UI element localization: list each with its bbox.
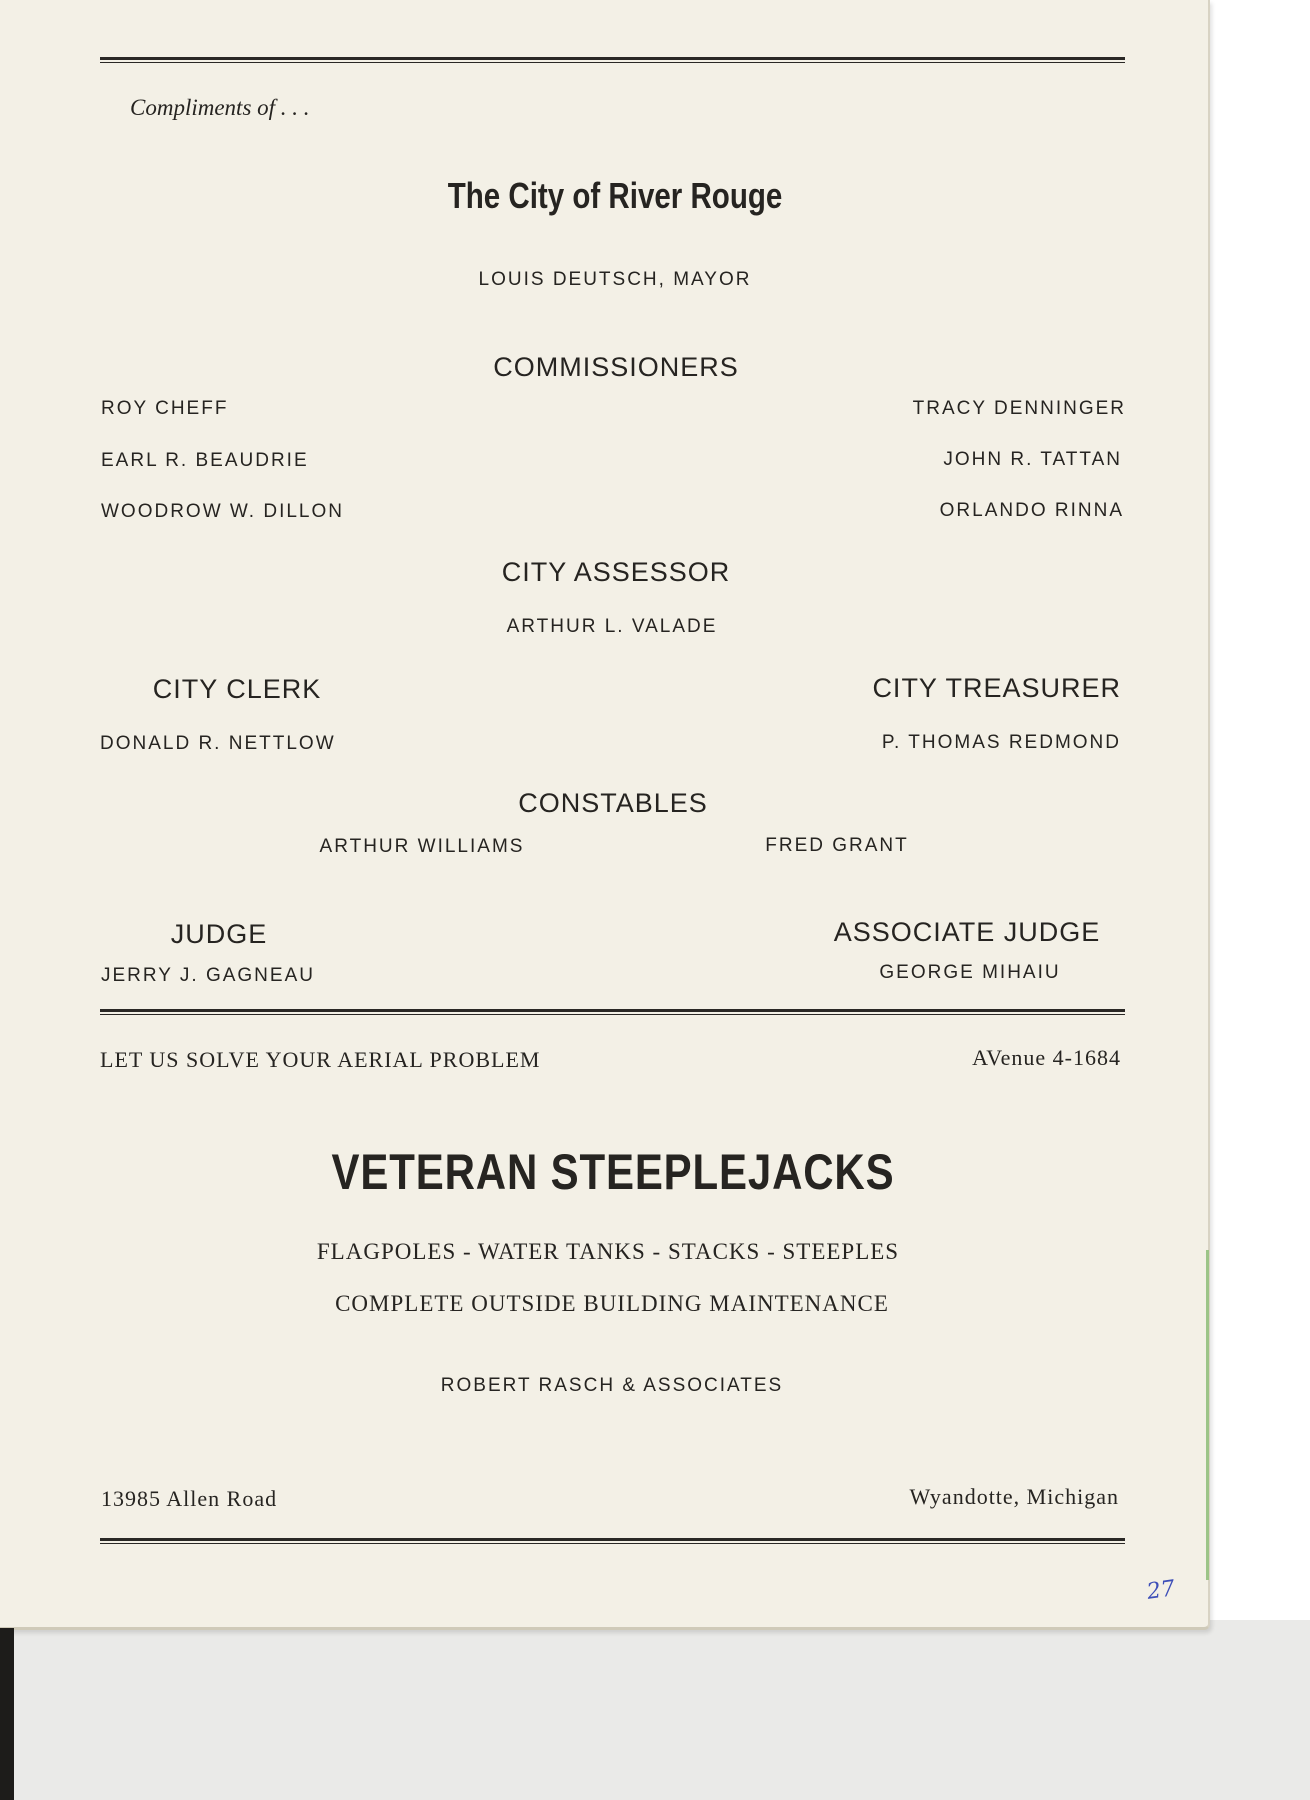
constable-name-2: FRED GRANT — [765, 835, 909, 856]
mayor-line: LOUIS DEUTSCH, MAYOR — [478, 269, 752, 290]
commissioner-right-3: ORLANDO RINNA — [939, 500, 1124, 521]
judge-heading: JUDGE — [170, 919, 268, 949]
ad-maintenance: COMPLETE OUTSIDE BUILDING MAINTENANCE — [335, 1291, 889, 1316]
ad-address: 13985 Allen Road — [101, 1486, 278, 1511]
page-edge-tint — [1206, 1250, 1209, 1580]
page-number: 27 — [1145, 1576, 1177, 1605]
ad-slogan: LET US SOLVE YOUR AERIAL PROBLEM — [100, 1047, 541, 1072]
commissioner-right-1: TRACY DENNINGER — [912, 398, 1126, 419]
associate-judge-heading: ASSOCIATE JUDGE — [833, 917, 1101, 947]
middle-rule — [100, 1009, 1125, 1015]
commissioner-left-1: ROY CHEFF — [101, 398, 229, 419]
judge-name: JERRY J. GAGNEAU — [101, 965, 315, 986]
ad-company: ROBERT RASCH & ASSOCIATES — [440, 1375, 784, 1396]
treasurer-heading: CITY TREASURER — [872, 673, 1121, 703]
commissioner-left-3: WOODROW W. DILLON — [101, 501, 344, 522]
commissioners-heading: COMMISSIONERS — [493, 352, 739, 382]
assessor-heading: CITY ASSESSOR — [501, 557, 731, 587]
associate-judge-name: GEORGE MIHAIU — [879, 962, 1061, 983]
compliments-line: Compliments of . . . — [130, 95, 310, 120]
ad-city: Wyandotte, Michigan — [909, 1484, 1119, 1509]
commissioner-left-2: EARL R. BEAUDRIE — [101, 450, 309, 471]
treasurer-name: P. THOMAS REDMOND — [881, 732, 1121, 753]
background-surface — [0, 1620, 1310, 1800]
constable-name-1: ARTHUR WILLIAMS — [319, 836, 525, 857]
clerk-heading: CITY CLERK — [152, 674, 322, 704]
ad-phone: AVenue 4-1684 — [972, 1045, 1121, 1070]
clerk-name: DONALD R. NETTLOW — [100, 733, 336, 754]
commissioner-right-2: JOHN R. TATTAN — [943, 449, 1122, 470]
page-title: The City of River Rouge — [447, 175, 783, 216]
bottom-rule — [100, 1538, 1125, 1544]
assessor-name: ARTHUR L. VALADE — [506, 616, 718, 637]
binding-edge — [0, 1628, 14, 1800]
constables-heading: CONSTABLES — [518, 788, 708, 818]
ad-title: VETERAN STEEPLEJACKS — [331, 1144, 895, 1200]
ad-services: FLAGPOLES - WATER TANKS - STACKS - STEEPLES — [316, 1239, 900, 1264]
top-rule — [100, 57, 1125, 63]
